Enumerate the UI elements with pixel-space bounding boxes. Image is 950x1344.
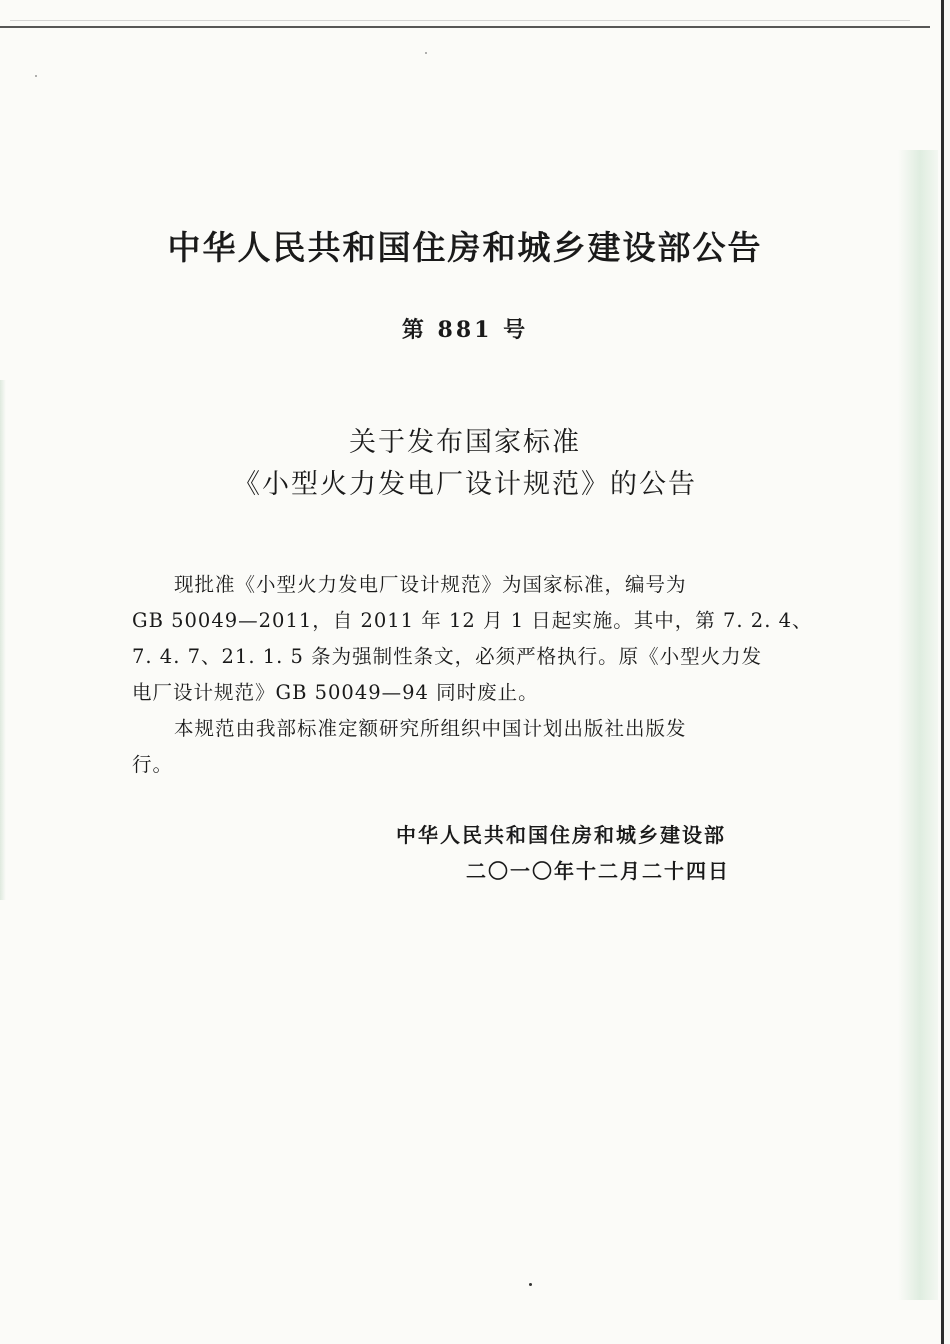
body-line-2: GB 50049—2011，自 2011 年 12 月 1 日起实施。其中，第 7. 2. 4、	[132, 609, 813, 632]
body-line-3: 7. 4. 7、21. 1. 5 条为强制性条文，必须严格执行。原《小型火力发	[132, 645, 763, 668]
scan-speck	[425, 52, 427, 54]
right-scan-border	[941, 0, 944, 1344]
top-rule	[0, 26, 930, 28]
announcement-title: 中华人民共和国住房和城乡建设部公告	[167, 228, 763, 267]
top-rule-faint	[10, 20, 910, 21]
scan-speck	[35, 75, 37, 77]
announcement-number: 第 881 号	[401, 317, 529, 343]
body-line-1: 现批准《小型火力发电厂设计规范》为国家标准，编号为	[174, 573, 687, 596]
signature-date: 二〇一〇年十二月二十四日	[466, 859, 730, 883]
body-line-5: 本规范由我部标准定额研究所组织中国计划出版社出版发	[174, 717, 687, 740]
announcement-subtitle-line-2: 《小型火力发电厂设计规范》的公告	[233, 469, 697, 500]
body-line-6: 行。	[132, 753, 174, 776]
signature-organization: 中华人民共和国住房和城乡建设部	[396, 823, 726, 847]
announcement-subtitle-line-1: 关于发布国家标准	[349, 427, 581, 458]
scan-speck	[529, 1283, 532, 1286]
body-line-4: 电厂设计规范》GB 50049—94 同时废止。	[132, 681, 539, 704]
